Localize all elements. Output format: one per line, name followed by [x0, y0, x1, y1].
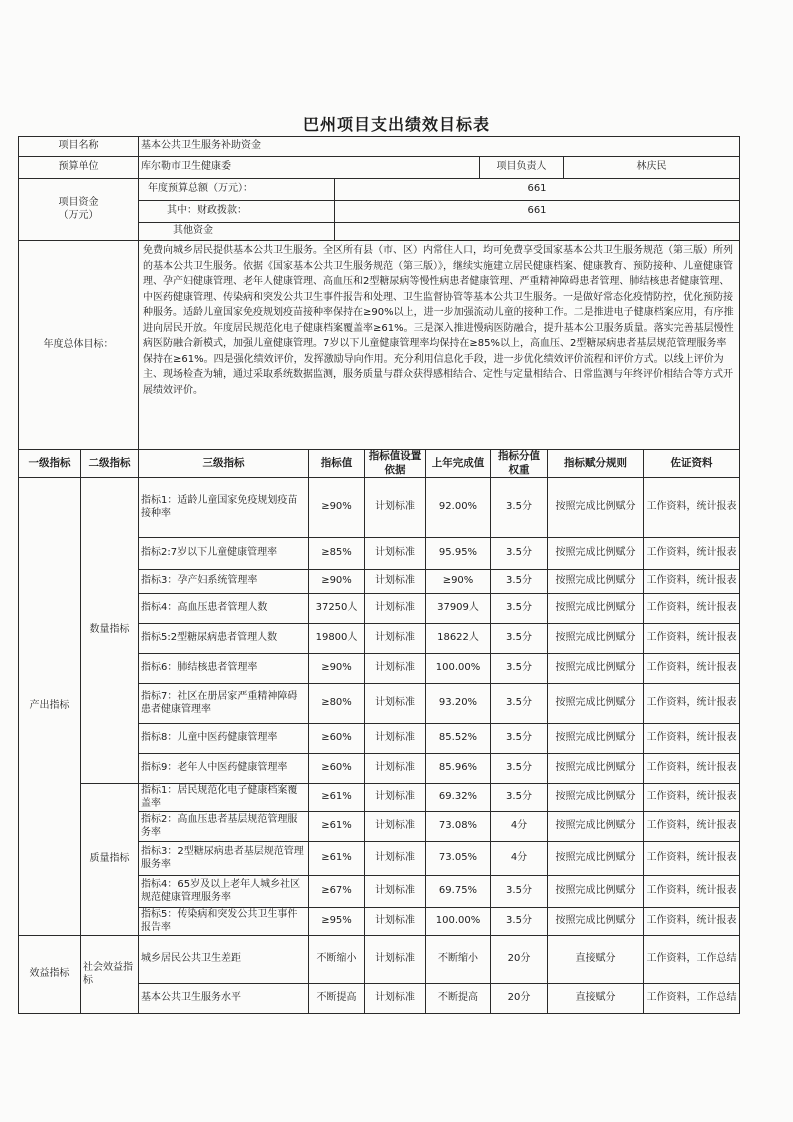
- indicator-basis: 计划标准: [365, 936, 426, 984]
- fiscal-label: 其中：财政拨款：: [139, 201, 335, 223]
- indicator-value: ≥90%: [309, 478, 365, 538]
- header-level2: 二级指标: [81, 450, 139, 478]
- header-evidence: 佐证资料: [644, 450, 740, 478]
- indicator-basis: 计划标准: [365, 538, 426, 570]
- indicator-weight: 3.5分: [491, 654, 548, 684]
- indicator-basis: 计划标准: [365, 908, 426, 936]
- indicator-basis: 计划标准: [365, 624, 426, 654]
- indicator-evidence: 工作资料，统计报表: [644, 654, 740, 684]
- indicator-value: ≥60%: [309, 754, 365, 784]
- annual-goal-text: 免费向城乡居民提供基本公共卫生服务。全区所有县（市、区）内常住人口，均可免费享受国家基本公共卫生服务规范（第三版）所列的基本公共卫生服务。依据《国家基本公共卫生服务规范（第三版）》，继续实施建立居民健康档案、健康教育、预防接种、儿童健康管理、孕产妇健康管理、老年人健康管理、高血压和2型糖尿病等慢性病患者健康管理、严重精神障碍患者管理、肺结核患者健康管理、中医药健康管理、传染病和突发公共卫生事件报告和处理、卫生监督协管等基本公共卫生服务。一是做好常态化疫情防控，优化预防接种服务。适龄儿童国家免疫规划疫苗接种率保持在≥90%以上，进一步加强流动儿童的接种工作。二是推进电子健康档案应用，有序推进向居民开放。年度居民规范化电子健康档案覆盖率≥61%。三是深入推进慢病医防融合，提升基本公卫服务质量。落实完善基层慢性病医防融合新模式，加强儿童健康管理。7岁以下儿童健康管理率均保持在≥85%以上，高血压、2型糖尿病患者基层规范管理服务率保持在≥61%。四是强化绩效评价，发挥激励导向作用。充分利用信息化手段，进一步优化绩效评价流程和评价方式。以线上评价为主、现场检查为辅，通过采取系统数据监测，服务质量与群众获得感相结合、定性与定量相结合、日常监测与年终评价相结合等方式开展绩效评价。: [139, 241, 740, 450]
- indicator-weight: 3.5分: [491, 538, 548, 570]
- indicator-basis: 计划标准: [365, 724, 426, 754]
- indicator-weight: 3.5分: [491, 784, 548, 812]
- indicator-weight: 20分: [491, 936, 548, 984]
- indicator-value: ≥61%: [309, 784, 365, 812]
- indicator-evidence: 工作资料，统计报表: [644, 684, 740, 724]
- project-name-value: 基本公共卫生服务补助资金: [139, 137, 740, 157]
- indicator-basis: 计划标准: [365, 654, 426, 684]
- indicator-value: ≥85%: [309, 538, 365, 570]
- indicator-scoring-rule: 按照完成比例赋分: [548, 478, 644, 538]
- indicator-value: ≥67%: [309, 876, 365, 908]
- indicator-value: ≥61%: [309, 842, 365, 876]
- indicator-evidence: 工作资料，工作总结: [644, 984, 740, 1014]
- indicator-name: 城乡居民公共卫生差距: [139, 936, 309, 984]
- indicator-last-year: 100.00%: [426, 654, 491, 684]
- indicator-evidence: 工作资料，统计报表: [644, 842, 740, 876]
- budget-unit-label: 预算单位: [19, 157, 139, 179]
- page-title: 巴州项目支出绩效目标表: [302, 115, 490, 134]
- indicator-weight: 3.5分: [491, 478, 548, 538]
- indicator-scoring-rule: 直接赋分: [548, 936, 644, 984]
- indicator-scoring-rule: 按照完成比例赋分: [548, 570, 644, 594]
- indicator-weight: 4分: [491, 812, 548, 842]
- budget-unit-row: [19, 157, 740, 179]
- indicator-basis: 计划标准: [365, 754, 426, 784]
- indicator-basis: 计划标准: [365, 784, 426, 812]
- project-funds-label: [19, 179, 139, 241]
- indicator-name: 指标3：2型糖尿病患者基层规范管理服务率: [139, 842, 309, 876]
- annual-goal-label: 年度总体目标：: [19, 241, 139, 450]
- indicator-weight: 3.5分: [491, 754, 548, 784]
- annual-budget-value: 661: [335, 179, 740, 201]
- indicator-name: 指标1：适龄儿童国家免疫规划疫苗接种率: [139, 478, 309, 538]
- indicator-last-year: 37909人: [426, 594, 491, 624]
- indicator-scoring-rule: 按照完成比例赋分: [548, 594, 644, 624]
- indicator-last-year: 69.32%: [426, 784, 491, 812]
- indicator-value: ≥95%: [309, 908, 365, 936]
- table-row: [19, 478, 740, 538]
- indicator-scoring-rule: 按照完成比例赋分: [548, 812, 644, 842]
- indicator-weight: 3.5分: [491, 724, 548, 754]
- table-row: [19, 784, 740, 812]
- indicator-scoring-rule: 按照完成比例赋分: [548, 784, 644, 812]
- other-funds-label: 其他资金: [139, 223, 335, 241]
- indicator-scoring-rule: 直接赋分: [548, 984, 644, 1014]
- indicator-evidence: 工作资料，统计报表: [644, 538, 740, 570]
- indicator-weight: 3.5分: [491, 624, 548, 654]
- project-info-table: [18, 136, 740, 450]
- indicator-weight: 3.5分: [491, 684, 548, 724]
- project-name-row: [19, 137, 740, 157]
- level2-quantity: 数量指标: [81, 478, 139, 784]
- indicator-value: 19800人: [309, 624, 365, 654]
- indicator-basis: 计划标准: [365, 842, 426, 876]
- indicator-scoring-rule: 按照完成比例赋分: [548, 538, 644, 570]
- annual-budget-label: 年度预算总额（万元）：: [139, 179, 335, 201]
- project-funds-label-line2: （万元）: [58, 209, 99, 221]
- indicator-value: ≥60%: [309, 724, 365, 754]
- indicator-evidence: 工作资料，统计报表: [644, 624, 740, 654]
- indicator-evidence: 工作资料，统计报表: [644, 812, 740, 842]
- indicator-last-year: 93.20%: [426, 684, 491, 724]
- indicator-basis: 计划标准: [365, 684, 426, 724]
- indicator-name: 指标4：高血压患者管理人数: [139, 594, 309, 624]
- project-manager-label: 项目负责人: [480, 157, 564, 179]
- indicator-scoring-rule: 按照完成比例赋分: [548, 842, 644, 876]
- indicator-scoring-rule: 按照完成比例赋分: [548, 654, 644, 684]
- indicator-basis: 计划标准: [365, 876, 426, 908]
- indicator-weight: 4分: [491, 842, 548, 876]
- indicator-evidence: 工作资料，统计报表: [644, 478, 740, 538]
- indicator-value: ≥90%: [309, 654, 365, 684]
- header-level1: 一级指标: [19, 450, 81, 478]
- table-row: [19, 936, 740, 984]
- indicator-value: ≥90%: [309, 570, 365, 594]
- indicator-evidence: 工作资料，统计报表: [644, 784, 740, 812]
- indicator-evidence: 工作资料，工作总结: [644, 936, 740, 984]
- indicator-value: 37250人: [309, 594, 365, 624]
- indicator-value: 不断缩小: [309, 936, 365, 984]
- indicator-last-year: 92.00%: [426, 478, 491, 538]
- indicator-weight: 20分: [491, 984, 548, 1014]
- project-manager-value: 林庆民: [564, 157, 740, 179]
- indicator-scoring-rule: 按照完成比例赋分: [548, 908, 644, 936]
- budget-unit-value: 库尔勒市卫生健康委: [139, 157, 480, 179]
- header-value: 指标值: [309, 450, 365, 478]
- indicator-last-year: 69.75%: [426, 876, 491, 908]
- indicators-table: [18, 449, 740, 1014]
- indicator-name: 指标5：传染病和突发公共卫生事件报告率: [139, 908, 309, 936]
- indicator-name: 指标4：65岁及以上老年人城乡社区规范健康管理服务率: [139, 876, 309, 908]
- header-weight: 指标分值权重: [491, 450, 548, 478]
- indicator-name: 指标2：高血压患者基层规范管理服务率: [139, 812, 309, 842]
- indicator-basis: 计划标准: [365, 570, 426, 594]
- indicator-name: 指标9：老年人中医药健康管理率: [139, 754, 309, 784]
- indicator-last-year: 95.95%: [426, 538, 491, 570]
- indicator-name: 指标1：居民规范化电子健康档案覆盖率: [139, 784, 309, 812]
- header-basis: 指标值设置依据: [365, 450, 426, 478]
- indicator-scoring-rule: 按照完成比例赋分: [548, 876, 644, 908]
- header-level3: 三级指标: [139, 450, 309, 478]
- indicator-last-year: 100.00%: [426, 908, 491, 936]
- indicator-last-year: 18622人: [426, 624, 491, 654]
- indicator-evidence: 工作资料，统计报表: [644, 724, 740, 754]
- indicator-last-year: 73.08%: [426, 812, 491, 842]
- indicator-name: 指标3：孕产妇系统管理率: [139, 570, 309, 594]
- indicator-value: ≥61%: [309, 812, 365, 842]
- indicator-weight: 3.5分: [491, 594, 548, 624]
- level1-benefit: 效益指标: [19, 936, 81, 1014]
- header-scoring-rule: 指标赋分规则: [548, 450, 644, 478]
- indicator-scoring-rule: 按照完成比例赋分: [548, 624, 644, 654]
- indicator-name: 指标7：社区在册居家严重精神障碍患者健康管理率: [139, 684, 309, 724]
- project-funds-label-line1: 项目资金: [58, 196, 99, 208]
- fiscal-value: 661: [335, 201, 740, 223]
- indicator-name: 指标5:2型糖尿病患者管理人数: [139, 624, 309, 654]
- indicator-evidence: 工作资料，统计报表: [644, 594, 740, 624]
- indicator-name: 指标6：肺结核患者管理率: [139, 654, 309, 684]
- other-funds-value: [335, 223, 740, 241]
- indicator-weight: 3.5分: [491, 876, 548, 908]
- indicator-name: 指标8：儿童中医药健康管理率: [139, 724, 309, 754]
- level1-output: 产出指标: [19, 478, 81, 936]
- indicator-basis: 计划标准: [365, 812, 426, 842]
- level2-social: 社会效益指标: [81, 936, 139, 1014]
- indicator-value: 不断提高: [309, 984, 365, 1014]
- indicator-evidence: 工作资料，统计报表: [644, 876, 740, 908]
- project-name-label: 项目名称: [19, 137, 139, 157]
- indicator-basis: 计划标准: [365, 984, 426, 1014]
- indicator-basis: 计划标准: [365, 478, 426, 538]
- indicator-last-year: 73.05%: [426, 842, 491, 876]
- indicators-header-row: [19, 450, 740, 478]
- indicator-weight: 3.5分: [491, 908, 548, 936]
- indicator-scoring-rule: 按照完成比例赋分: [548, 684, 644, 724]
- indicator-weight: 3.5分: [491, 570, 548, 594]
- level2-quality: 质量指标: [81, 784, 139, 936]
- indicator-last-year: ≥90%: [426, 570, 491, 594]
- indicator-evidence: 工作资料，统计报表: [644, 754, 740, 784]
- indicator-value: ≥80%: [309, 684, 365, 724]
- header-last-year: 上年完成值: [426, 450, 491, 478]
- annual-budget-row: [19, 179, 740, 201]
- indicator-last-year: 85.96%: [426, 754, 491, 784]
- indicator-basis: 计划标准: [365, 594, 426, 624]
- annual-goal-row: [19, 241, 740, 450]
- indicator-evidence: 工作资料，统计报表: [644, 908, 740, 936]
- indicator-name: 指标2:7岁以下儿童健康管理率: [139, 538, 309, 570]
- indicator-evidence: 工作资料，统计报表: [644, 570, 740, 594]
- indicator-name: 基本公共卫生服务水平: [139, 984, 309, 1014]
- indicator-last-year: 不断缩小: [426, 936, 491, 984]
- indicator-last-year: 85.52%: [426, 724, 491, 754]
- indicator-last-year: 不断提高: [426, 984, 491, 1014]
- indicator-scoring-rule: 按照完成比例赋分: [548, 724, 644, 754]
- indicator-scoring-rule: 按照完成比例赋分: [548, 754, 644, 784]
